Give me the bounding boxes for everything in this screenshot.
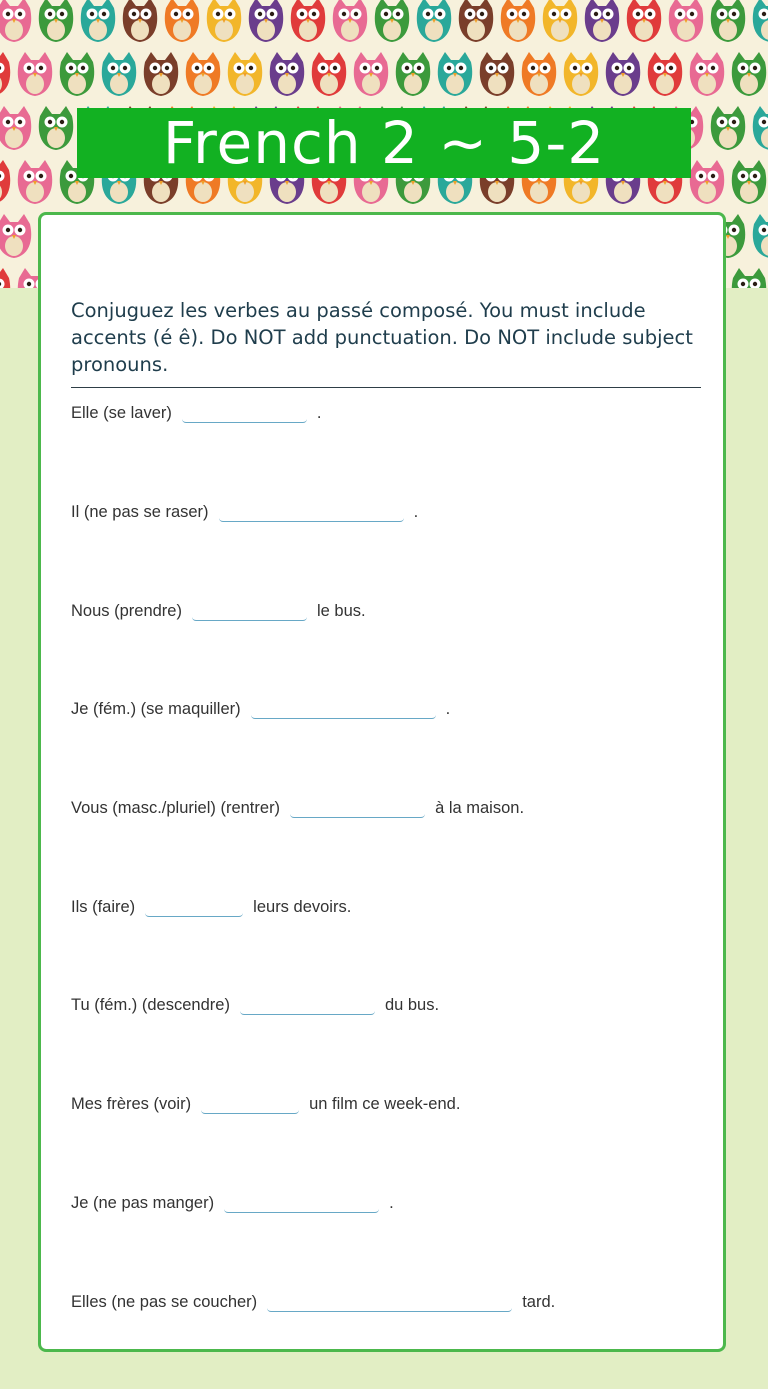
- owl-icon: [564, 52, 598, 96]
- owl-icon: [165, 0, 199, 42]
- owl-icon: [375, 0, 409, 42]
- owl-icon: [501, 0, 535, 42]
- question-prompt: Ils (faire): [71, 898, 136, 916]
- owl-icon: [0, 160, 10, 204]
- owl-icon: [753, 214, 768, 258]
- answer-blank-8[interactable]: [201, 1091, 299, 1114]
- owl-icon: [396, 52, 430, 96]
- question-6: [71, 894, 351, 917]
- answer-blank-4[interactable]: [251, 696, 436, 719]
- answer-blank-3[interactable]: [192, 598, 307, 621]
- owl-icon: [522, 52, 556, 96]
- owl-icon: [18, 160, 52, 204]
- owl-icon: [18, 52, 52, 96]
- owl-icon: [0, 214, 31, 258]
- owl-icon: [732, 160, 766, 204]
- title-banner: [77, 108, 691, 178]
- owl-icon: [0, 52, 10, 96]
- owl-icon: [732, 268, 766, 288]
- question-suffix: .: [389, 1194, 394, 1212]
- answer-blank-1[interactable]: [182, 400, 307, 423]
- question-7: [71, 992, 439, 1015]
- answer-blank-9[interactable]: [224, 1190, 379, 1213]
- question-5: [71, 795, 524, 818]
- answer-blank-7[interactable]: [240, 992, 375, 1015]
- question-4: [71, 696, 450, 719]
- question-prompt: Elles (ne pas se coucher): [71, 1293, 258, 1311]
- answer-blank-2[interactable]: [219, 499, 404, 522]
- owl-icon: [39, 0, 73, 42]
- owl-icon: [690, 160, 724, 204]
- question-prompt: Mes frères (voir): [71, 1095, 192, 1113]
- question-suffix: .: [445, 700, 451, 718]
- question-10: [71, 1289, 555, 1312]
- question-prompt: Elle (se laver): [71, 404, 172, 422]
- question-9: [71, 1190, 394, 1213]
- owl-icon: [249, 0, 283, 42]
- question-1: [71, 400, 321, 423]
- question-3: [71, 598, 366, 621]
- question-suffix: .: [413, 503, 419, 521]
- owl-icon: [60, 52, 94, 96]
- owl-icon: [690, 52, 724, 96]
- instructions-text: Conjuguez les verbes au passé composé. You must include accents (é ê). Do NOT add punctuation. Do NOT include subject pronouns.: [71, 297, 701, 388]
- owl-icon: [39, 106, 73, 150]
- owl-icon: [711, 0, 745, 42]
- owl-icon: [291, 0, 325, 42]
- question-prompt: Je (fém.) (se maquiller): [71, 700, 241, 718]
- question-prompt: Tu (fém.) (descendre): [71, 996, 230, 1014]
- owl-icon: [186, 52, 220, 96]
- owl-icon: [648, 52, 682, 96]
- question-suffix: du bus.: [384, 996, 440, 1014]
- question-8: [71, 1091, 460, 1114]
- page-title: French 2 ~ 5-2: [162, 109, 606, 177]
- question-suffix: à la maison.: [435, 799, 525, 817]
- owl-icon: [459, 0, 493, 42]
- owl-icon: [0, 0, 31, 42]
- owl-icon: [123, 0, 157, 42]
- owl-icon: [585, 0, 619, 42]
- question-suffix: .: [316, 404, 322, 422]
- question-suffix: un film ce week-end.: [309, 1095, 461, 1113]
- owl-icon: [753, 106, 768, 150]
- owl-icon: [0, 106, 31, 150]
- owl-icon: [711, 106, 745, 150]
- answer-blank-5[interactable]: [290, 795, 425, 818]
- question-prompt: Nous (prendre): [71, 602, 182, 620]
- owl-icon: [753, 0, 768, 42]
- owl-icon: [732, 52, 766, 96]
- owl-icon: [669, 0, 703, 42]
- answer-blank-6[interactable]: [145, 894, 243, 917]
- owl-icon: [354, 52, 388, 96]
- question-2: [71, 499, 418, 522]
- question-prompt: Je (ne pas manger): [71, 1194, 215, 1212]
- owl-icon: [0, 268, 10, 288]
- owl-icon: [606, 52, 640, 96]
- owl-icon: [81, 0, 115, 42]
- owl-icon: [102, 52, 136, 96]
- owl-icon: [207, 0, 241, 42]
- answer-blank-10[interactable]: [267, 1289, 512, 1312]
- owl-icon: [333, 0, 367, 42]
- worksheet-card: [38, 212, 726, 1352]
- question-suffix: le bus.: [316, 602, 366, 620]
- owl-icon: [144, 52, 178, 96]
- owl-icon: [228, 52, 262, 96]
- owl-icon: [270, 52, 304, 96]
- owl-icon: [417, 0, 451, 42]
- question-prompt: Il (ne pas se raser): [71, 503, 209, 521]
- owl-icon: [627, 0, 661, 42]
- owl-icon: [480, 52, 514, 96]
- owl-icon: [438, 52, 472, 96]
- owl-icon: [543, 0, 577, 42]
- question-suffix: tard.: [522, 1293, 556, 1311]
- question-prompt: Vous (masc./pluriel) (rentrer): [71, 799, 281, 817]
- owl-icon: [312, 52, 346, 96]
- question-suffix: leurs devoirs.: [253, 898, 352, 916]
